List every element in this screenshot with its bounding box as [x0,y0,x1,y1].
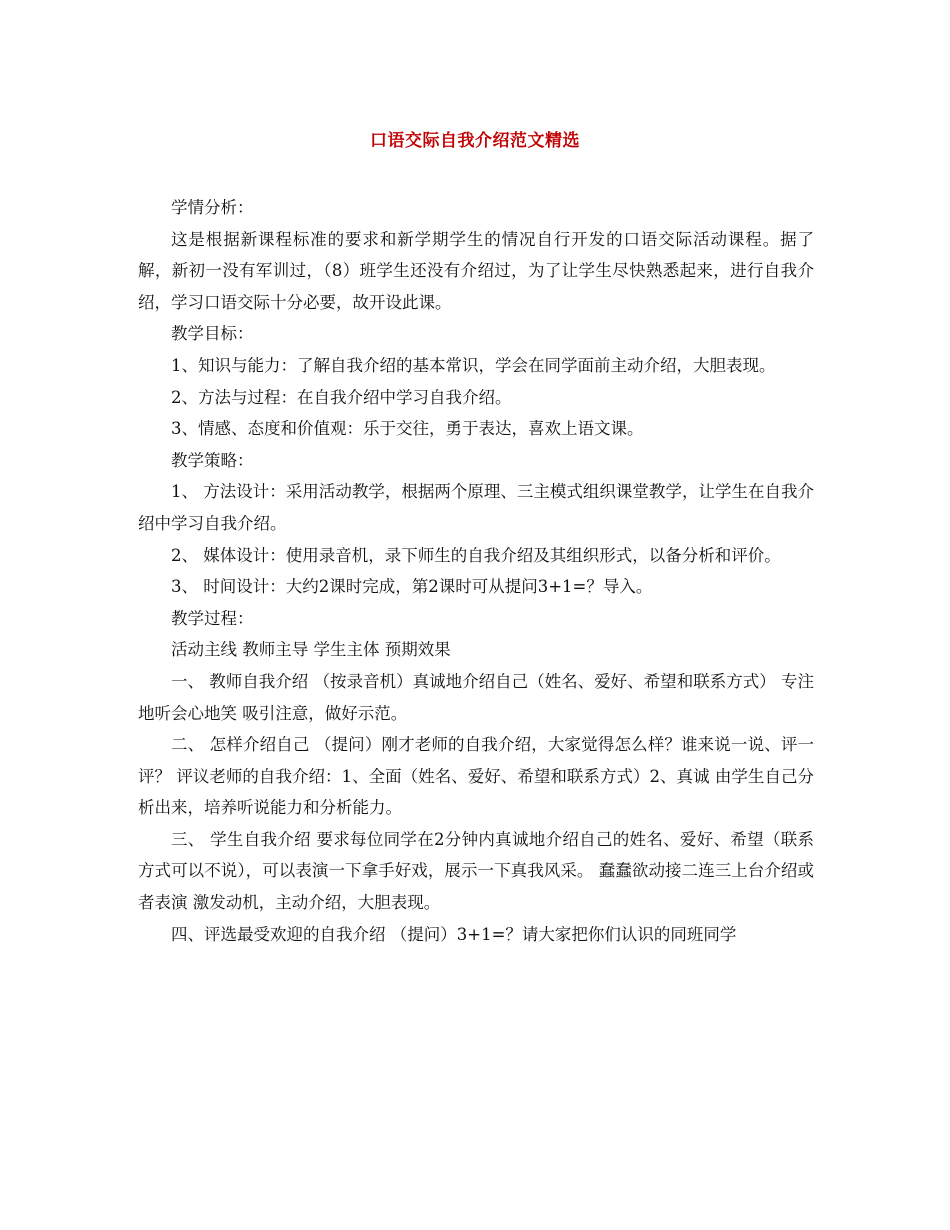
paragraph: 1、知识与能力：了解自我介绍的基本常识，学会在同学面前主动介绍，大胆表现。 [171,355,776,375]
paragraph-section-heading: 学情分析： [171,198,254,217]
paragraph: 3、 时间设计：大约2课时完成，第2课时可从提问3+1=？导入。 [171,577,653,597]
paragraph: 1、 方法设计：采用活动教学，根据两个原理、三主模式组织课堂教学，让学生在自我介绍中学习自我介绍。 [138,482,814,533]
paragraph: 这是根据新课程标准的要求和新学期学生的情况自行开发的口语交际活动课程。据了解，新初一没有军训过，（8）班学生还没有介绍过，为了让学生尽快熟悉起来，进行自我介绍，学习口语交际十分必要，故开设此课。 [138,229,814,312]
paragraph: 四、评选最受欢迎的自我介绍 （提问）3+1=？请大家把你们认识的同班同学 [171,924,737,944]
paragraph-section-heading: 教学目标： [171,324,254,344]
paragraph: 2、方法与过程：在自我介绍中学习自我介绍。 [171,387,512,407]
paragraph: 二、 怎样介绍自己 （提问）刚才老师的自我介绍，大家觉得怎么样？谁来说一说、评一评？ 评议老师的自我介绍：1、全面（姓名、爱好、希望和联系方式）2、真诚 由学生自己分析出来，培养听说能力和分析能力。 [138,735,814,818]
document-body [138,192,814,950]
paragraph-section-heading: 教学策略： [171,450,254,470]
paragraph: 活动主线 教师主导 学生主体 预期效果 [171,640,451,660]
paragraph: 2、 媒体设计：使用录音机，录下师生的自我介绍及其组织形式，以备分析和评价。 [171,545,781,565]
paragraph-section-heading: 教学过程： [171,608,254,628]
document-title: 口语交际自我介绍范文精选 [370,131,580,151]
paragraph: 3、情感、态度和价值观：乐于交往，勇于表达，喜欢上语文课。 [171,419,644,439]
paragraph: 三、 学生自我介绍 要求每位同学在2分钟内真诚地介绍自己的姓名、爱好、希望（联系方式可以不说），可以表演一下拿手好戏，展示一下真我风采。 蠢蠢欲动接二连三上台介绍或者表演 激发动机，主动介绍，大胆表现。 [138,829,814,913]
paragraph: 一、 教师自我介绍 （按录音机）真诚地介绍自己（姓名、爱好、希望和联系方式） 专注地听会心地笑 吸引注意，做好示范。 [138,671,814,723]
